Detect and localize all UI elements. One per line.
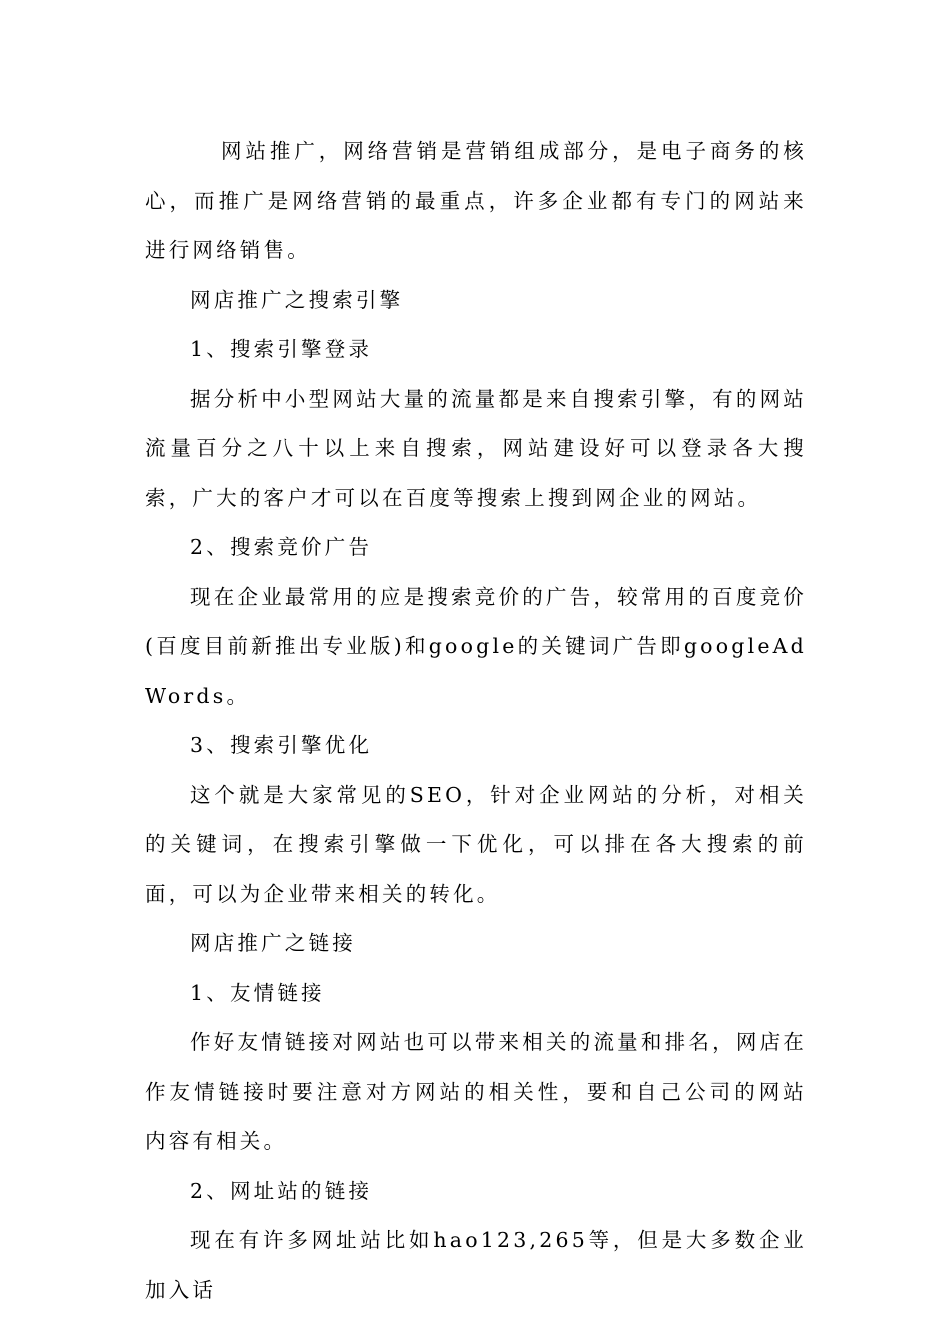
paragraph-seo: 这个就是大家常见的SEO，针对企业网站的分析，对相关的关键词，在搜索引擎做一下优化，可以排在各大搜索的前面，可以为企业带来相关的转化。 <box>145 782 807 906</box>
intro-paragraph: 网站推广，网络营销是营销组成部分，是电子商务的核心，而推广是网络营销的最重点，许多企业都有专门的网站来进行网络销售。 <box>145 139 807 262</box>
subheading-directory-site-links: 2、网址站的链接 <box>190 1178 373 1203</box>
document-body <box>145 127 807 1315</box>
section-heading-search-engine: 网店推广之搜索引擎 <box>190 287 404 312</box>
subheading-friend-links: 1、友情链接 <box>190 980 325 1005</box>
paragraph-friend-links: 作好友情链接对网站也可以带来相关的流量和排名，网店在作友情链接时要注意对方网站的相关性，要和自己公司的网站内容有相关。 <box>145 1030 807 1153</box>
subheading-search-engine-login: 1、搜索引擎登录 <box>190 337 373 361</box>
section-heading-links: 网店推广之链接 <box>190 931 356 955</box>
paragraph-directory-site-links: 现在有许多网址站比如hao123,265等，但是大多数企业加入话 <box>145 1228 807 1302</box>
subheading-search-bidding-ads: 2、搜索竞价广告 <box>190 535 373 559</box>
paragraph-search-engine-login: 据分析中小型网站大量的流量都是来自搜索引擎，有的网站流量百分之八十以上来自搜索，网站建设好可以登录各大搜索，广大的客户才可以在百度等搜索上搜到网企业的网站。 <box>145 386 807 510</box>
subheading-seo: 3、搜索引擎优化 <box>190 733 373 757</box>
paragraph-search-bidding-ads: 现在企业最常用的应是搜索竞价的广告，较常用的百度竞价(百度目前新推出专业版)和google的关键词广告即googleAdWords。 <box>145 584 807 708</box>
